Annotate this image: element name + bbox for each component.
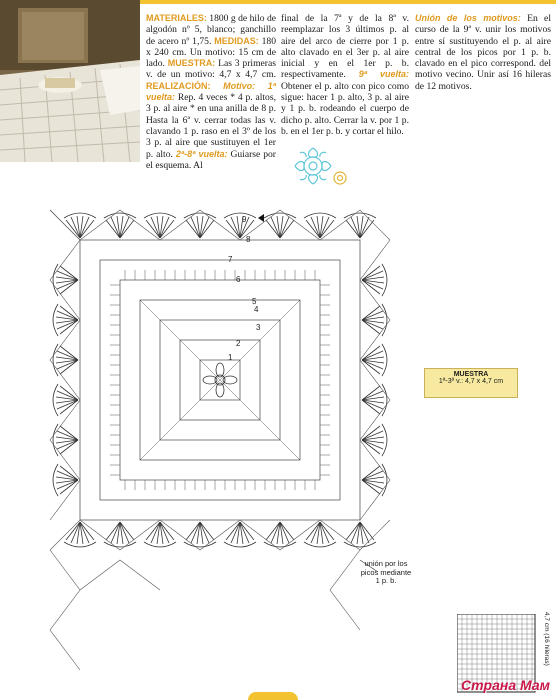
muestra-heading: MUESTRA: <box>167 58 216 69</box>
row-number-3: 3 <box>256 323 261 332</box>
text-column-2 <box>281 13 409 137</box>
crochet-chart-diagram <box>30 200 430 680</box>
row-number-5: 5 <box>252 297 257 306</box>
text-column-1 <box>146 13 276 171</box>
muestra-box-title: MUESTRA <box>453 371 489 378</box>
union-text: En el curso de la 9ª v. unir los motivos entre sí sustituyendo el p. al aire central de los picos por 1 p. b. clavado en el pico correspond. del motivo vecino. Unir así 16 hileras de 12 motivos. <box>415 13 551 92</box>
motivo-heading: Motivo: 1ª vuelta: <box>146 80 276 103</box>
union-heading: Unión de los motivos: <box>415 13 521 23</box>
text-column-3 <box>415 13 551 92</box>
muestra-box <box>424 368 518 398</box>
row-number-7: 7 <box>228 255 233 264</box>
bedspread-photo <box>0 0 140 162</box>
muestra-text: Las 3 primeras v. de un motivo: 4,7 x 4,7 cm. <box>146 58 276 81</box>
top-accent-bar <box>140 0 556 4</box>
union-label: unión por los picos mediante 1 p. b. <box>360 559 412 585</box>
medidas-heading: MEDIDAS: <box>214 35 259 46</box>
muestra-box-text: 1ª-3ª v.: 4,7 x 4,7 cm <box>438 378 504 385</box>
motivo-text: Rep. 4 veces * 4 p. altos, 3 p. al aire * en una anilla de 8 p. Hasta la 6ª v. cerrar todas las v. clavando 1 p. raso en el 3º de los 3 p. al aire que sustituyen el 1er p. alto. <box>146 92 276 160</box>
vuelta-7-8-text: final de la 7ª y de la 8ª v. reemplazar los 3 últimos p. al aire del arco de cierre por 1 p. alto clavado en el 3er p. al aire inicial y en el 1er p. b. respectivamente. <box>281 13 409 81</box>
vuelta-9-text: Obtener el p. alto con pico como sigue: hacer 1 p. alto, 3 p. al aire y 1 p. b. rodeando el cuerpo de dicho p. alto. Cerrar la v. por 1 p. b. en el 1er p. b. y cortar el hilo. <box>281 80 409 137</box>
flower-ornament-icon <box>285 142 355 197</box>
medidas-text: 180 x 240 cm. Un motivo: 15 cm de lado. <box>146 35 277 70</box>
materiales-text: 1800 g de hilo de algodón nº 5, blanco; ganchillo de acero nº 1,75. <box>146 13 276 47</box>
swatch-label: 4,7 cm (16 hileras) <box>543 612 550 666</box>
row-number-1: 1 <box>228 353 233 362</box>
row-number-4: 4 <box>254 305 259 314</box>
row-number-9: 9 <box>242 215 247 224</box>
vuelta-2-8-text: Guiarse por el esquema. Al <box>146 148 276 171</box>
bottom-accent-tab <box>248 692 298 700</box>
site-watermark-logo: Страна Мам <box>460 677 550 693</box>
vuelta-9-heading: 9ª vuelta: <box>345 69 409 80</box>
realizacion-heading: REALIZACIÓN: <box>146 80 211 91</box>
vuelta-2-8-heading: 2ª-8ª vuelta: <box>175 148 228 159</box>
materiales-heading: MATERIALES: <box>146 13 207 23</box>
row-number-6: 6 <box>236 275 241 284</box>
row-number-8: 8 <box>246 235 251 244</box>
row-number-2: 2 <box>236 339 241 348</box>
